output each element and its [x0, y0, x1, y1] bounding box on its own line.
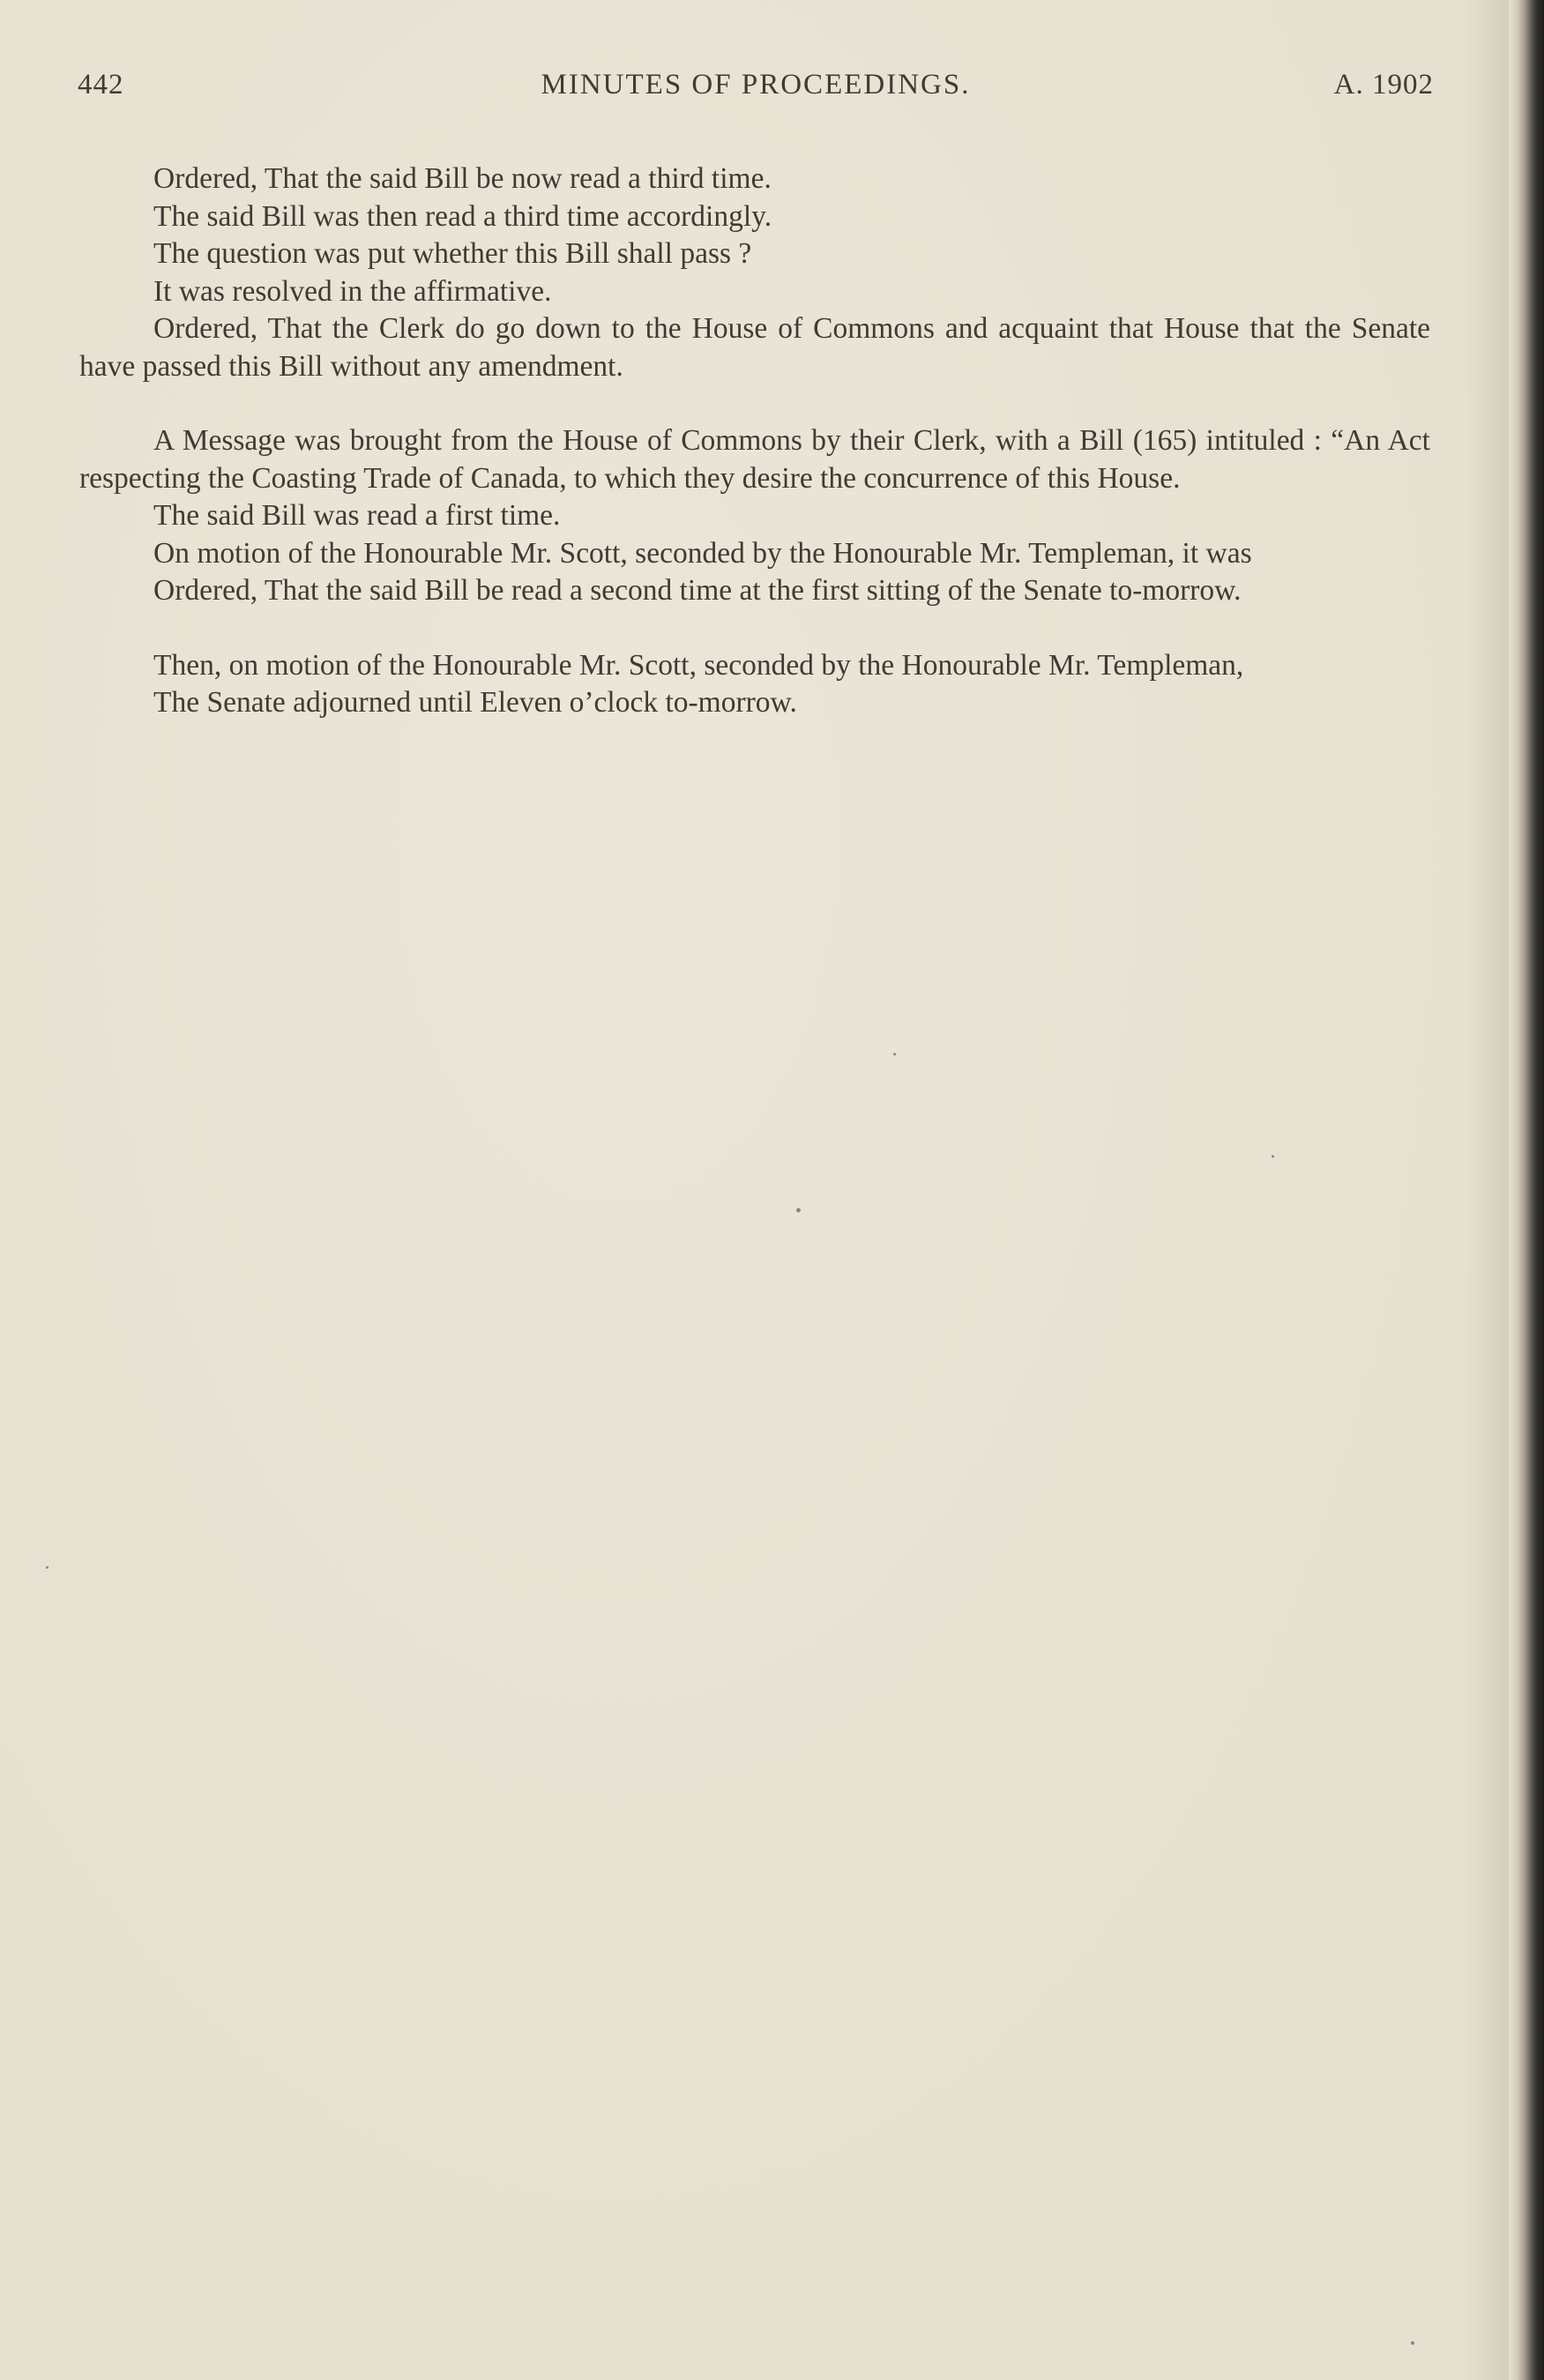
paper-speck — [796, 1208, 801, 1212]
paragraph-clerk-order: Ordered, That the Clerk do go down to the House of Commons and acquaint that House that the Senate have passed this Bill without any amendment. — [79, 312, 1430, 383]
paper-speck — [46, 1566, 48, 1569]
paper-speck — [1272, 1155, 1274, 1158]
minutes-body — [79, 160, 1430, 722]
paragraph-resolved: It was resolved in the affirmative. — [153, 274, 552, 308]
paragraph-senate-adjourned: The Senate adjourned until Eleven o’clock to-morrow. — [153, 686, 797, 719]
page-title: MINUTES OF PROCEEDINGS. — [541, 69, 971, 101]
paragraph-first-reading: The said Bill was read a first time. — [153, 499, 561, 532]
paragraph-question-put: The question was put whether this Bill shall pass ? — [153, 237, 752, 270]
paragraph-third-reading-done: The said Bill was then read a third time accordingly. — [153, 199, 772, 233]
paper-speck — [893, 1053, 896, 1056]
running-head — [78, 69, 1434, 108]
session-year: A. 1902 — [1333, 69, 1434, 101]
book-binding-edge — [1509, 0, 1544, 2380]
paragraph-message-commons: A Message was brought from the House of Commons by their Clerk, with a Bill (165) intituled : “An Act respecting the Coasting Trade of Canada, to which they desire the concurrence of this House. — [79, 424, 1430, 495]
paragraph-motion-scott: On motion of the Honourable Mr. Scott, seconded by the Honourable Mr. Templeman, it was — [153, 536, 1252, 570]
paragraph-third-reading-order: Ordered, That the said Bill be now read a third time. — [153, 162, 772, 195]
page-number: 442 — [78, 69, 124, 101]
paragraph-second-reading-order: Ordered, That the said Bill be read a second time at the first sitting of the Senate to-morrow. — [153, 574, 1242, 607]
paper-speck — [1411, 2341, 1414, 2345]
binding-shadow — [1465, 0, 1509, 2380]
paragraph-adjournment-motion: Then, on motion of the Honourable Mr. Scott, seconded by the Honourable Mr. Templeman, — [153, 648, 1244, 682]
